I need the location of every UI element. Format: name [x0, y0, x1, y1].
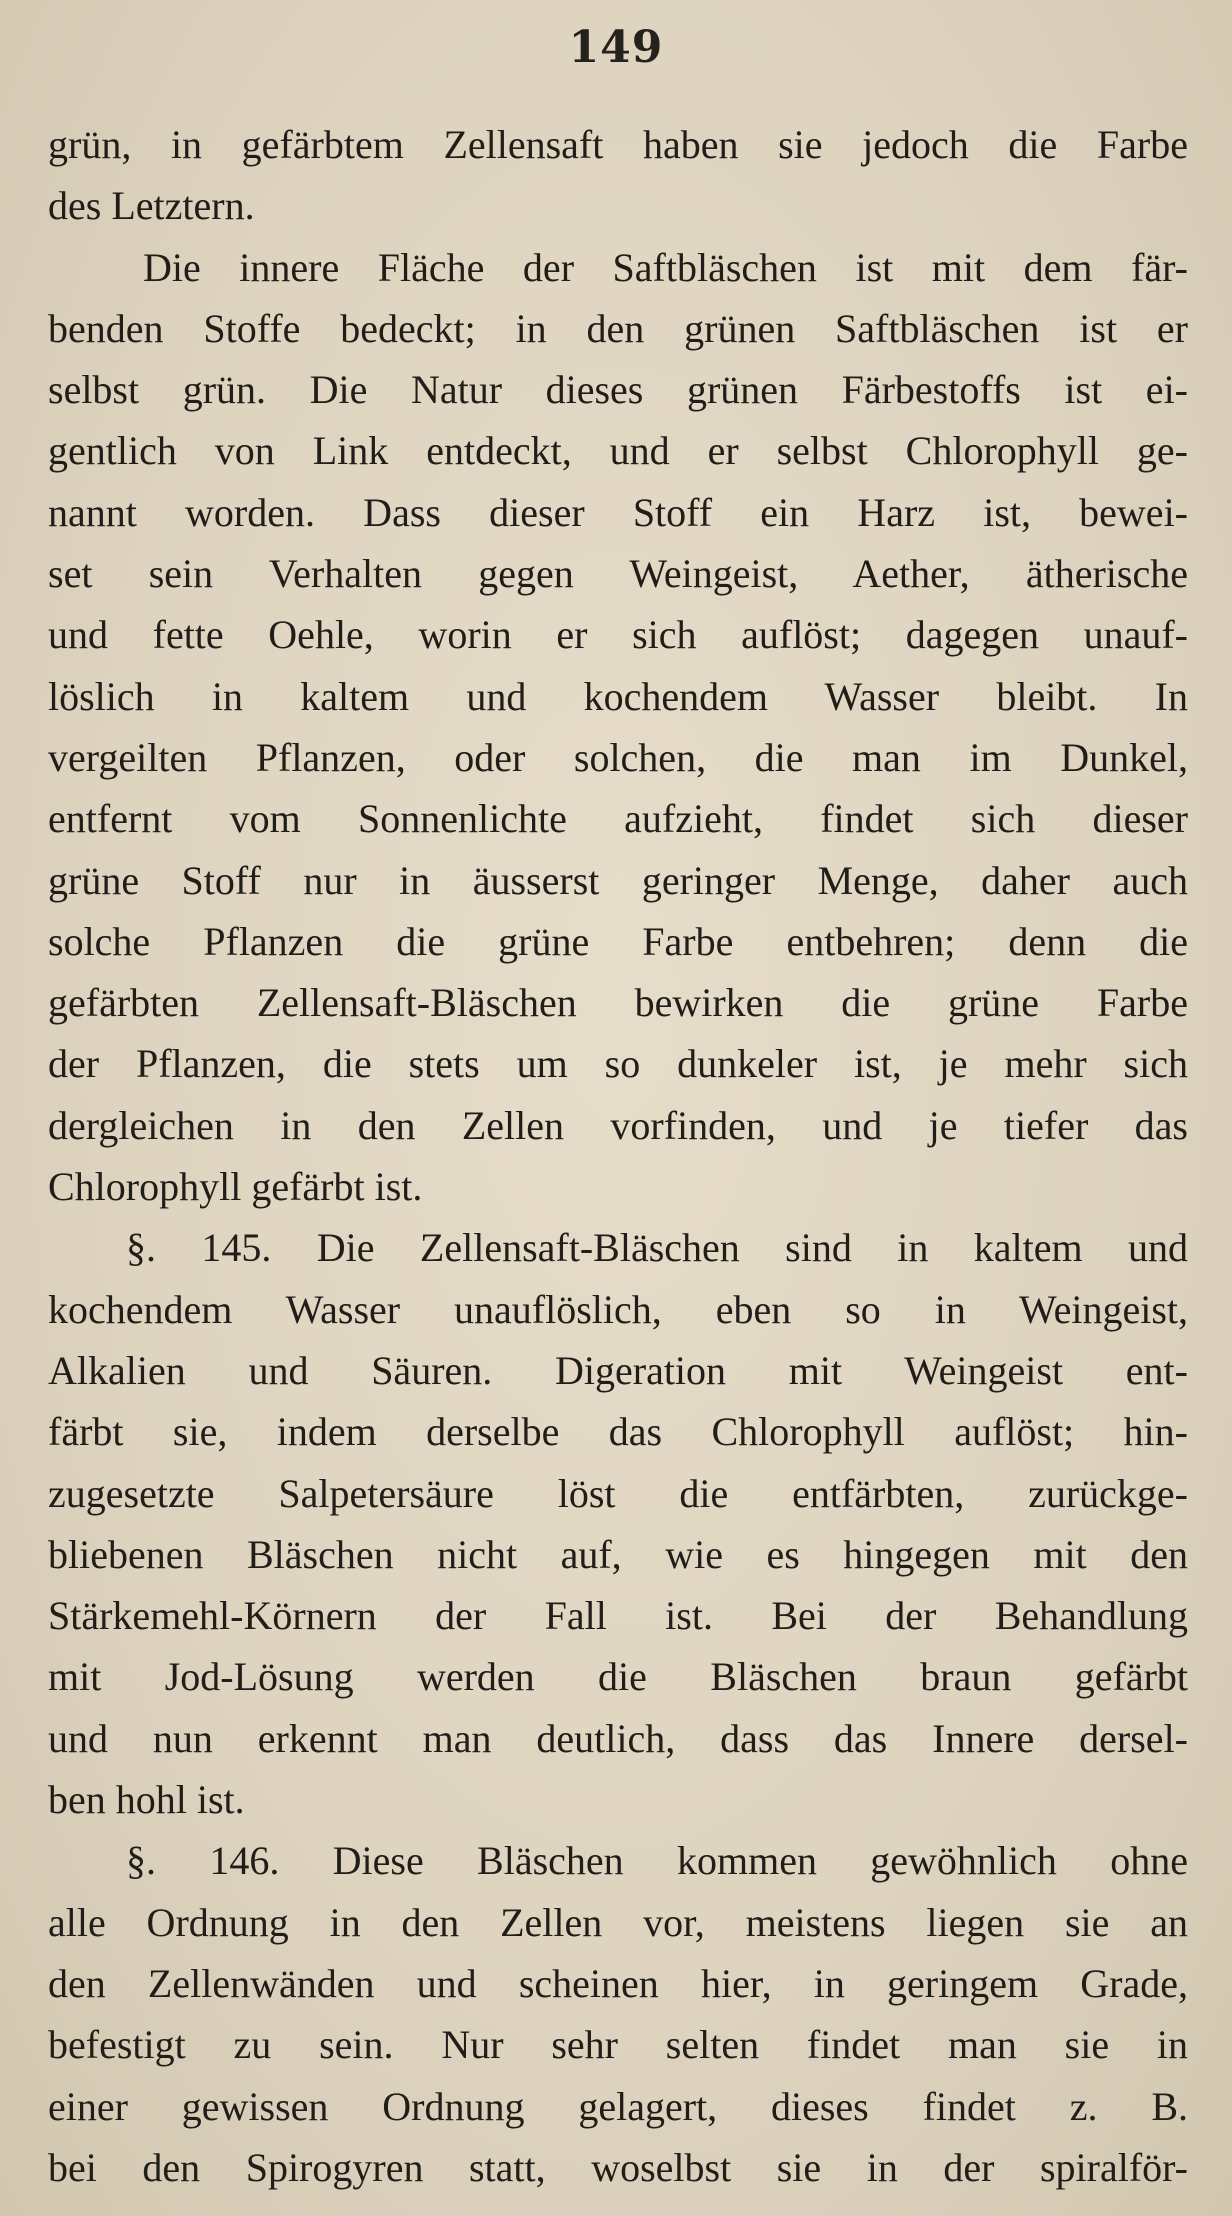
text-line: färbt sie, indem derselbe das Chlorophyll auflöst; hin- [48, 1409, 1188, 1455]
page-number: 149 [568, 22, 664, 73]
text-line: befestigt zu sein. Nur sehr selten findet man sie in [48, 2022, 1188, 2068]
body-text [48, 114, 1188, 2198]
text-line: alle Ordnung in den Zellen vor, meistens liegen sie an [48, 1899, 1188, 1945]
text-line: nannt worden. Dass dieser Stoff ein Harz ist, bewei- [48, 489, 1188, 535]
text-line: benden Stoffe bedeckt; in den grünen Saftbläschen ist er [48, 305, 1188, 351]
text-line: des Letztern. [48, 183, 255, 229]
text-line: der Pflanzen, die stets um so dunkeler ist, je mehr sich [48, 1041, 1188, 1087]
text-line: und fette Oehle, worin er sich auflöst; dagegen unauf- [48, 612, 1188, 658]
text-line: den Zellenwänden und scheinen hier, in geringem Grade, [48, 1960, 1188, 2006]
text-line: bliebenen Bläschen nicht auf, wie es hingegen mit den [48, 1531, 1188, 1577]
text-line: Chlorophyll gefärbt ist. [48, 1164, 423, 1210]
text-line: dergleichen in den Zellen vorfinden, und je tiefer das [48, 1102, 1188, 1148]
text-line: entfernt vom Sonnenlichte aufzieht, findet sich dieser [48, 796, 1188, 842]
section-146-heading-line: §. 146. Diese Bläschen kommen gewöhnlich ohne [126, 1838, 1188, 1884]
text-line: löslich in kaltem und kochendem Wasser bleibt. In [48, 673, 1188, 719]
text-line: und nun erkennt man deutlich, dass das Innere dersel- [48, 1715, 1188, 1761]
text-line: set sein Verhalten gegen Weingeist, Aether, ätherische [48, 551, 1188, 597]
text-line: Alkalien und Säuren. Digeration mit Weingeist ent- [48, 1347, 1188, 1393]
text-line: zugesetzte Salpetersäure löst die entfärbten, zurückge- [48, 1470, 1188, 1516]
text-line: vergeilten Pflanzen, oder solchen, die man im Dunkel, [48, 734, 1188, 780]
text-line: Stärkemehl-Körnern der Fall ist. Bei der Behandlung [48, 1593, 1188, 1639]
text-line: gefärbten Zellensaft-Bläschen bewirken die grüne Farbe [48, 980, 1188, 1026]
text-line: selbst grün. Die Natur dieses grünen Färbestoffs ist ei- [48, 367, 1188, 413]
text-line: bei den Spirogyren statt, woselbst sie in der spiralför- [48, 2144, 1188, 2190]
paragraph-start: Die innere Fläche der Saftbläschen ist mit dem fär- [143, 244, 1188, 290]
text-line: mit Jod-Lösung werden die Bläschen braun gefärbt [48, 1654, 1188, 1700]
text-line: grün, in gefärbtem Zellensaft haben sie jedoch die Farbe [48, 122, 1188, 167]
text-line: einer gewissen Ordnung gelagert, dieses findet z. B. [48, 2083, 1188, 2129]
text-line: solche Pflanzen die grüne Farbe entbehren; denn die [48, 918, 1188, 964]
text-line: gentlich von Link entdeckt, und er selbst Chlorophyll ge- [48, 428, 1188, 474]
text-line: ben hohl ist. [48, 1777, 245, 1823]
text-line: kochendem Wasser unauflöslich, eben so in Weingeist, [48, 1286, 1188, 1332]
text-line: grüne Stoff nur in äusserst geringer Menge, daher auch [48, 857, 1188, 903]
section-145-heading-line: §. 145. Die Zellensaft-Bläschen sind in kaltem und [126, 1225, 1188, 1271]
